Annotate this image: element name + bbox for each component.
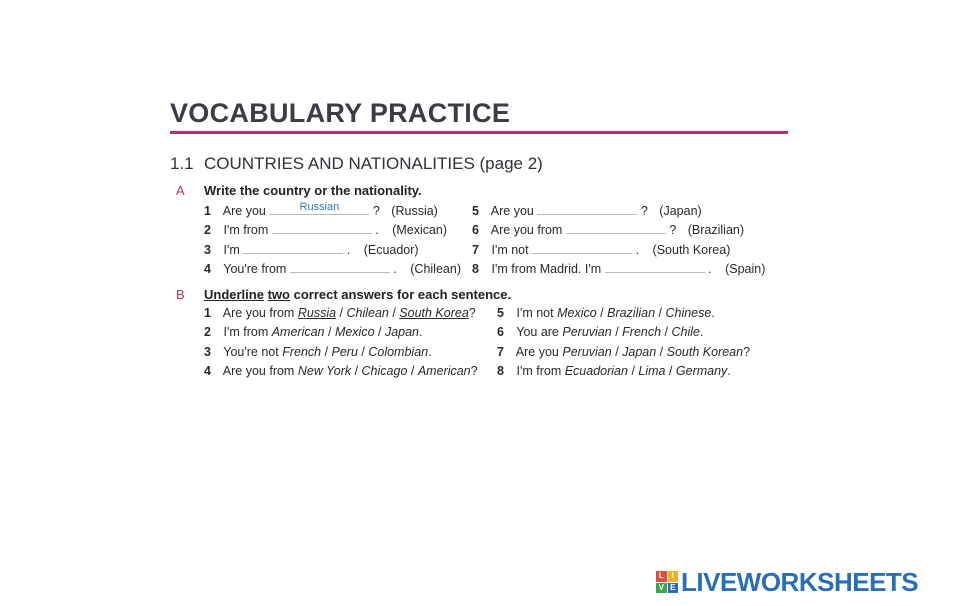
answer-text: Russian (299, 201, 340, 213)
option[interactable]: French (622, 325, 662, 339)
item-punct: . (635, 243, 640, 257)
answer-blank[interactable] (243, 240, 343, 254)
option[interactable]: New York (297, 364, 352, 378)
item-number: 7 (472, 243, 479, 257)
item-text: Are you (515, 345, 559, 359)
item-hint: (Mexican) (392, 223, 448, 237)
item-number: 7 (497, 345, 504, 359)
exercise-a-instruction: Write the country or the nationality. (204, 183, 422, 198)
section-title (170, 154, 543, 174)
exercise-b-item-2: 2 I'm from American / Mexico / Japan. (204, 325, 423, 339)
item-number: 6 (497, 325, 504, 339)
item-text: You're from (223, 262, 287, 276)
section-name: COUNTRIES AND NATIONALITIES (page 2) (204, 154, 543, 173)
item-punct: . (711, 306, 715, 320)
exercise-a-letter: A (176, 183, 185, 198)
item-punct: . (419, 325, 423, 339)
exercise-a-item-7 (472, 240, 730, 258)
option[interactable]: Mexico (557, 306, 597, 320)
item-text: I'm not (491, 243, 529, 257)
exercise-b-item-3: 3 You're not French / Peru / Colombian. (204, 345, 432, 359)
answer-blank[interactable] (532, 240, 632, 254)
option[interactable]: Brazilian (607, 306, 656, 320)
item-text: I'm from (223, 325, 269, 339)
option[interactable]: Peruvian (562, 325, 612, 339)
item-punct: . (393, 262, 397, 276)
option[interactable]: Chinese (665, 306, 712, 320)
answer-blank[interactable] (290, 259, 390, 273)
logo-mark-letter: V (656, 583, 667, 594)
item-number: 5 (472, 204, 479, 218)
exercise-b-item-1: 1 Are you from Russia / Chilean / South Korea? (204, 306, 476, 320)
item-punct: ? (468, 306, 476, 320)
logo-mark-icon (656, 571, 678, 593)
item-text: You are (516, 325, 559, 339)
exercise-b-instruction (204, 287, 511, 302)
option[interactable]: Mexico (334, 325, 375, 339)
item-number: 1 (204, 306, 211, 320)
exercise-b-item-8: 8 I'm from Ecuadorian / Lima / Germany. (497, 364, 731, 378)
exercise-b-letter: B (176, 287, 185, 302)
item-punct: . (708, 262, 712, 276)
item-hint: (Russia) (391, 204, 438, 218)
exercise-a-item-3 (204, 240, 419, 258)
item-punct: . (428, 345, 432, 359)
logo-text: LIVEWORKSHEETS (681, 566, 919, 597)
option[interactable]: Chile (671, 325, 700, 339)
item-number: 8 (497, 364, 504, 378)
logo-mark-letter: E (668, 583, 679, 594)
item-punct: . (375, 223, 379, 237)
item-number: 2 (204, 223, 211, 237)
option[interactable]: Japan (622, 345, 657, 359)
item-hint: (South Korea) (652, 243, 731, 257)
exercise-b-item-4: 4 Are you from New York / Chicago / American? (204, 364, 478, 378)
exercise-a-item-4 (204, 259, 461, 277)
exercise-a-item-5 (472, 201, 702, 219)
item-punct: ? (669, 223, 677, 237)
heading-rule (170, 131, 788, 134)
option[interactable]: Chicago (361, 364, 408, 378)
item-hint: (Chilean) (410, 262, 461, 276)
item-text: You're not (223, 345, 279, 359)
answer-blank[interactable] (272, 220, 372, 234)
liveworksheets-logo (656, 568, 918, 596)
item-text: Are you from (490, 223, 563, 237)
item-number: 3 (204, 345, 211, 359)
item-hint: (Brazilian) (687, 223, 745, 237)
item-text: I'm from (223, 223, 269, 237)
option[interactable]: Chilean (346, 306, 389, 320)
item-number: 2 (204, 325, 211, 339)
answer-blank[interactable] (566, 220, 666, 234)
item-text: Are you from (222, 306, 295, 320)
exercise-a-item-1 (204, 201, 438, 219)
option[interactable]: Colombian (368, 345, 429, 359)
item-text: Are you (222, 204, 266, 218)
option[interactable]: Peruvian (562, 345, 612, 359)
item-punct: . (346, 243, 351, 257)
item-number: 4 (204, 364, 211, 378)
option[interactable]: Lima (638, 364, 666, 378)
exercise-b-item-5: 5 I'm not Mexico / Brazilian / Chinese. (497, 306, 715, 320)
option[interactable]: South Korea (399, 306, 469, 320)
item-number: 4 (204, 262, 211, 276)
item-number: 1 (204, 204, 211, 218)
instruction-underline-word: Underline (204, 287, 264, 302)
item-punct: . (699, 325, 704, 339)
item-hint: (Ecuador) (363, 243, 419, 257)
exercise-a-item-2 (204, 220, 447, 238)
item-punct: ? (470, 364, 478, 378)
item-punct: ? (640, 204, 648, 218)
item-punct: ? (743, 345, 751, 359)
item-number: 5 (497, 306, 504, 320)
option[interactable]: Japan (384, 325, 420, 339)
item-punct: . (727, 364, 731, 378)
option[interactable]: American (271, 325, 325, 339)
option[interactable]: American (417, 364, 471, 378)
item-punct: ? (372, 204, 380, 218)
page-heading: VOCABULARY PRACTICE (170, 98, 511, 128)
item-number: 6 (472, 223, 479, 237)
option[interactable]: Russia (297, 306, 337, 320)
exercise-b-item-7: 7 Are you Peruvian / Japan / South Korean? (497, 345, 751, 359)
logo-mark-letter: L (656, 571, 667, 582)
item-number: 8 (472, 262, 479, 276)
item-text: Are you (490, 204, 534, 218)
item-text: I'm (223, 243, 240, 257)
section-number: 1.1 (170, 154, 194, 173)
item-text: Are you from (222, 364, 295, 378)
instruction-two-word: two (267, 287, 290, 302)
answer-blank[interactable] (605, 259, 705, 273)
answer-blank[interactable] (537, 201, 637, 215)
item-text: I'm from Madrid. I'm (491, 262, 602, 276)
answer-blank[interactable] (269, 201, 369, 215)
option[interactable]: Peru (331, 345, 358, 359)
logo-mark-letter: I (668, 571, 679, 582)
exercise-a-item-6 (472, 220, 744, 238)
option[interactable]: South Korean (666, 345, 744, 359)
instruction-rest: correct answers for each sentence. (293, 287, 512, 302)
option[interactable]: Ecuadorian (564, 364, 628, 378)
exercise-b-item-6: 6 You are Peruvian / French / Chile. (497, 325, 704, 339)
exercise-a-item-8 (472, 259, 765, 277)
item-hint: (Spain) (725, 262, 766, 276)
item-hint: (Japan) (659, 204, 702, 218)
item-text: I'm from (516, 364, 562, 378)
option[interactable]: Germany (675, 364, 728, 378)
item-number: 3 (204, 243, 211, 257)
item-text: I'm not (516, 306, 554, 320)
option[interactable]: French (282, 345, 322, 359)
